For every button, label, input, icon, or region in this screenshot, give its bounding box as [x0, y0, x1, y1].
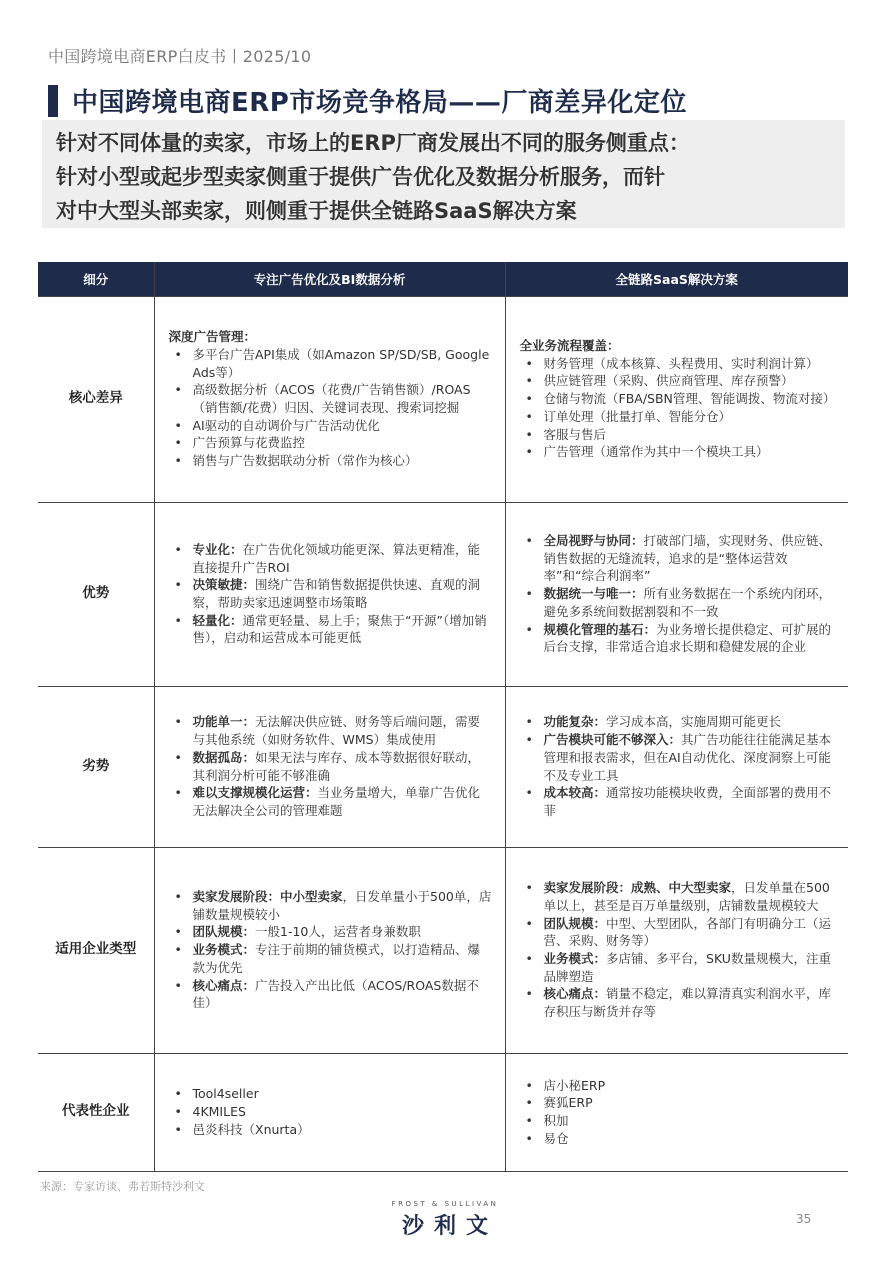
header-segment: 细分	[38, 262, 154, 296]
item-label: 规模化管理的基石：	[543, 621, 657, 637]
list-item	[169, 977, 493, 1012]
item-label: 专业化：	[192, 541, 243, 557]
item-text: 广告预算与花费监控	[192, 435, 306, 451]
title-block	[48, 82, 687, 119]
item-label: 核心痛点：	[192, 977, 256, 993]
item-text: 为业务增长提供稳定、可扩展的后台支撑，非常适合追求长期和稳健发展的企业	[543, 621, 832, 655]
item-text: 广告管理（通常作为其中一个模块工具）	[543, 444, 769, 460]
list-item	[169, 713, 493, 748]
item-label: 核心痛点：	[543, 986, 607, 1002]
running-header: 中国跨境电商ERP白皮书丨2025/10	[48, 47, 312, 66]
item-text: 打破部门墙，实现财务、供应链、销售数据的无缝流转，追求的是“整体运营效率”和“综合利润率”	[543, 533, 832, 584]
cell-saas	[505, 502, 848, 686]
logo-main-text: 沙利文	[401, 1214, 498, 1239]
item-label: 数据统一与唯一：	[543, 586, 644, 602]
item-text: 通常按功能模块收费，全面部署的费用不菲	[543, 785, 832, 818]
item-text: 多平台广告API集成（如Amazon SP/SD/SB, Google Ads等）	[192, 346, 490, 380]
summary-box	[42, 120, 845, 228]
list-item	[520, 950, 837, 985]
item-text: 销量不稳定，难以算清真实利润水平，库存积压与断货并存等	[543, 986, 832, 1020]
item-label: 业务模式：	[543, 951, 607, 966]
item-text: 仓储与物流（FBA/SBN管理、智能调拨、物流对接）	[543, 391, 836, 407]
item-text: 在广告优化领域功能更深、算法更精准，能直接提升广告ROI	[192, 541, 481, 575]
item-text: 财务管理（成本核算、头程费用、实时利润计算）	[543, 355, 819, 371]
cell-ad-bi	[154, 502, 505, 686]
row-segment-label: 优势	[38, 502, 154, 686]
item-text: 销售与广告数据联动分析（常作为核心）	[192, 453, 418, 469]
cell-heading: 深度广告管理：	[168, 329, 257, 345]
row-segment-label: 适用企业类型	[38, 847, 154, 1053]
row-segment-label: 劣势	[38, 686, 154, 847]
cell-ad-bi	[154, 847, 505, 1053]
item-text: 邑炎科技（Xnurta）	[192, 1121, 310, 1137]
list-item	[520, 731, 837, 784]
cell-ad-bi	[154, 296, 505, 502]
item-text: 客服与售后	[543, 426, 607, 442]
summary-line: 对中大型头部卖家，则侧重于提供全链路SaaS解决方案	[56, 199, 577, 223]
list-item	[520, 1094, 837, 1112]
table-row	[38, 296, 848, 502]
table-row	[38, 686, 848, 847]
list-item	[520, 1112, 837, 1130]
item-label: 业务模式：	[192, 942, 256, 958]
list-item	[520, 1130, 837, 1148]
list-item	[520, 372, 837, 390]
item-text: 专注于前期的铺货模式，以打造精品、爆款为优先	[192, 942, 481, 975]
bullet-list	[520, 879, 837, 1021]
item-text: 4KMILES	[192, 1104, 246, 1120]
list-item	[520, 426, 837, 444]
list-item	[520, 621, 837, 656]
bullet-list	[520, 355, 837, 461]
bullet-list	[169, 713, 493, 819]
list-item	[169, 381, 493, 416]
item-label: 卖家发展阶段：中小型卖家	[192, 889, 343, 905]
list-item	[169, 888, 493, 923]
item-text: 当业务量增大，单靠广告优化无法解决全公司的管理难题	[192, 785, 481, 818]
cell-saas	[505, 847, 848, 1053]
item-text: 供应链管理（采购、供应商管理、库存预警）	[543, 373, 794, 389]
list-item	[169, 612, 493, 647]
list-item	[520, 879, 837, 914]
list-item	[169, 749, 493, 784]
summary-line: 针对小型或起步型卖家侧重于提供广告优化及数据分析服务，而针	[56, 165, 665, 189]
header-saas: 全链路SaaS解决方案	[505, 262, 848, 296]
item-label: 卖家发展阶段：成熟、中大型卖家	[543, 880, 732, 896]
row-segment-label: 核心差异	[38, 296, 154, 502]
item-label: 轻量化：	[192, 612, 243, 628]
list-item	[520, 390, 837, 408]
bullet-list	[520, 532, 837, 656]
list-item	[169, 434, 493, 452]
item-text: 店小秘ERP	[543, 1077, 606, 1093]
item-text: ，日发单量在500单以上，甚至是百万单量级别，店铺数量规模较大	[543, 880, 830, 913]
item-label: 功能复杂：	[543, 714, 607, 730]
list-item	[169, 1121, 493, 1139]
item-text: 无法解决供应链、财务等后端问题，需要与其他系统（如财务软件、WMS）集成使用	[192, 714, 481, 748]
list-item	[169, 541, 493, 576]
item-text: 订单处理（批量打单、智能分仓）	[543, 408, 732, 424]
list-item	[169, 1103, 493, 1121]
bullet-list	[520, 1077, 837, 1148]
cell-saas	[505, 296, 848, 502]
list-item	[520, 713, 837, 731]
item-text: 其广告功能往往能满足基本管理和报表需求，但在AI自动优化、深度洞察上可能不及专业工具	[543, 732, 832, 783]
list-item	[520, 784, 837, 819]
list-item	[520, 408, 837, 426]
list-item	[520, 532, 837, 585]
item-label: 团队规模：	[192, 924, 256, 940]
item-text: 如果无法与库存、成本等数据很好联动，其利润分析可能不够准确	[192, 749, 481, 783]
item-text: 赛狐ERP	[543, 1095, 593, 1111]
bullet-list	[169, 541, 493, 647]
list-item	[169, 417, 493, 435]
comparison-table	[38, 262, 848, 1172]
item-label: 成本较高：	[543, 785, 607, 801]
cell-saas	[505, 1053, 848, 1171]
item-label: 难以支撑规模化运营：	[192, 785, 318, 801]
item-text: 中型、大型团队，各部门有明确分工（运营、采购、财务等）	[543, 915, 832, 949]
row-segment-label: 代表性企业	[38, 1053, 154, 1171]
cell-saas	[505, 686, 848, 847]
item-text: 通常更轻量、易上手；聚焦于“开源”（增加销售），启动和运营成本可能更低	[192, 612, 487, 646]
page-title: 中国跨境电商ERP市场竞争格局——厂商差异化定位	[72, 88, 687, 118]
table-row	[38, 847, 848, 1053]
header-ad-bi: 专注广告优化及BI数据分析	[154, 262, 505, 296]
item-text: 积加	[543, 1113, 569, 1128]
item-label: 广告模块可能不够深入：	[543, 732, 682, 748]
item-text: 围绕广告和销售数据提供快速、直观的洞察，帮助卖家迅速调整市场策略	[192, 577, 481, 610]
list-item	[169, 1085, 493, 1103]
list-item	[169, 923, 493, 941]
bullet-list	[169, 1085, 493, 1138]
list-item	[169, 346, 493, 381]
bullet-list	[169, 346, 493, 470]
item-text: AI驱动的自动调价与广告活动优化	[192, 417, 380, 433]
table-row	[38, 502, 848, 686]
list-item	[520, 915, 837, 950]
item-text: 学习成本高，实施周期可能更长	[606, 714, 782, 730]
title-accent-bar	[48, 85, 58, 117]
list-item	[169, 941, 493, 976]
item-label: 决策敏捷：	[192, 577, 256, 593]
list-item	[520, 1077, 837, 1095]
list-item	[520, 355, 837, 373]
item-text: 广告投入产出比低（ACOS/ROAS数据不佳）	[192, 977, 479, 1011]
frost-sullivan-logo	[383, 1200, 507, 1240]
item-text: 一般1-10人，运营者身兼数职	[255, 924, 421, 940]
logo-small-text: FROST & SULLIVAN	[391, 1200, 499, 1208]
item-label: 团队规模：	[543, 915, 607, 931]
item-label: 功能单一：	[192, 714, 256, 730]
list-item	[169, 452, 493, 470]
bullet-list	[169, 888, 493, 1012]
page-number: 35	[796, 1212, 812, 1226]
list-item	[169, 576, 493, 611]
item-text: 高级数据分析（ACOS（花费/广告销售额）/ROAS（销售额/花费）归因、关键词表现、搜索词挖掘	[192, 382, 471, 415]
item-text: 易仓	[543, 1130, 569, 1146]
item-text: ，日发单量小于500单，店铺数量规模较小	[192, 889, 492, 922]
bullet-list	[520, 713, 837, 819]
table-row	[38, 1053, 848, 1171]
list-item	[520, 585, 837, 620]
list-item	[520, 985, 837, 1020]
item-label: 全局视野与协同：	[543, 533, 644, 549]
item-text: 所有业务数据在一个系统内闭环，避免多系统间数据割裂和不一致	[543, 586, 832, 619]
list-item	[169, 784, 493, 819]
cell-ad-bi	[154, 686, 505, 847]
cell-ad-bi	[154, 1053, 505, 1171]
cell-heading: 全业务流程覆盖：	[519, 338, 620, 354]
summary-line: 针对不同体量的卖家，市场上的ERP厂商发展出不同的服务侧重点：	[56, 131, 690, 155]
table-header-row	[38, 262, 848, 296]
item-text: Tool4seller	[192, 1086, 259, 1102]
item-text: 多店铺、多平台，SKU数量规模大，注重品牌塑造	[543, 951, 831, 984]
list-item	[520, 443, 837, 461]
source-note: 来源：专家访谈、弗若斯特沙利文	[40, 1180, 205, 1193]
item-label: 数据孤岛：	[192, 749, 256, 765]
